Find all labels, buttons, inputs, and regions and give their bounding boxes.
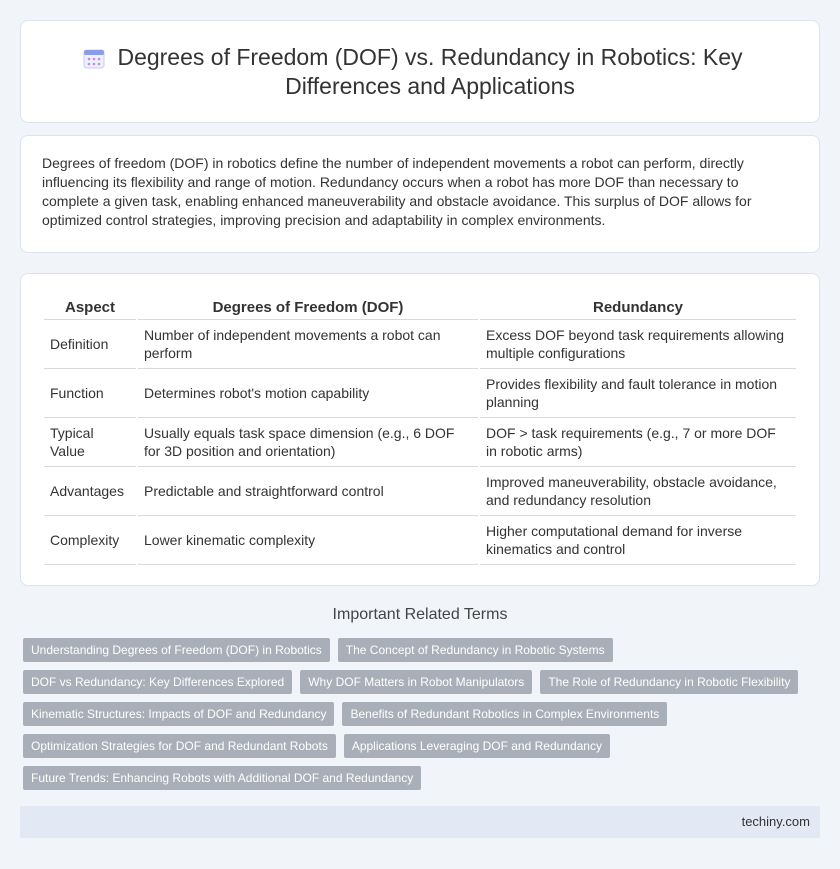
- related-term-tag[interactable]: Understanding Degrees of Freedom (DOF) in Robotics: [23, 638, 330, 662]
- column-header-dof: Degrees of Freedom (DOF): [138, 296, 478, 320]
- related-term-tag[interactable]: The Role of Redundancy in Robotic Flexibility: [540, 670, 798, 694]
- table-cell-dof: Predictable and straightforward control: [138, 467, 478, 516]
- column-header-aspect: Aspect: [44, 296, 136, 320]
- tag-row: [23, 766, 803, 790]
- table-cell-dof: Number of independent movements a robot can perform: [138, 320, 478, 369]
- table-cell-redundancy: DOF > task requirements (e.g., 7 or more DOF in robotic arms): [480, 418, 796, 467]
- table-cell-aspect: Definition: [44, 320, 136, 369]
- table-cell-dof: Lower kinematic complexity: [138, 516, 478, 565]
- table-row: [44, 516, 796, 565]
- table-header-row: [44, 296, 796, 320]
- related-terms-list: [23, 638, 803, 798]
- footer: [20, 806, 820, 838]
- table-row: [44, 467, 796, 516]
- table-cell-aspect: Advantages: [44, 467, 136, 516]
- table-cell-redundancy: Provides flexibility and fault tolerance in motion planning: [480, 369, 796, 418]
- comparison-table-card: [20, 273, 820, 586]
- related-term-tag[interactable]: Optimization Strategies for DOF and Redundant Robots: [23, 734, 336, 758]
- table-cell-redundancy: Higher computational demand for inverse kinematics and control: [480, 516, 796, 565]
- related-terms-heading: Important Related Terms: [332, 606, 508, 623]
- intro-card: [20, 135, 820, 253]
- table-row: [44, 369, 796, 418]
- comparison-table: [42, 296, 798, 565]
- table-cell-redundancy: Improved maneuverability, obstacle avoidance, and redundancy resolution: [480, 467, 796, 516]
- table-cell-dof: Determines robot's motion capability: [138, 369, 478, 418]
- title-card: [20, 20, 820, 123]
- related-term-tag[interactable]: Why DOF Matters in Robot Manipulators: [300, 670, 532, 694]
- related-term-tag[interactable]: Benefits of Redundant Robotics in Complex Environments: [342, 702, 667, 726]
- tag-row: [23, 638, 803, 662]
- tag-row: [23, 702, 803, 726]
- intro-paragraph: Degrees of freedom (DOF) in robotics define the number of independent movements a robot can perform, directly influencing its flexibility and range of motion. Redundancy occurs when a robot has more DOF than necessary to complete a given task, enabling enhanced maneuverability and obstacle avoidance. This surplus of DOF allows for optimized control strategies, improving precision and adaptability in complex environments.: [42, 155, 752, 228]
- table-cell-aspect: Typical Value: [44, 418, 136, 467]
- tag-row: [23, 734, 803, 758]
- table-row: [44, 320, 796, 369]
- related-term-tag[interactable]: DOF vs Redundancy: Key Differences Explored: [23, 670, 292, 694]
- related-term-tag[interactable]: Kinematic Structures: Impacts of DOF and Redundancy: [23, 702, 334, 726]
- related-term-tag[interactable]: The Concept of Redundancy in Robotic Systems: [338, 638, 613, 662]
- table-cell-redundancy: Excess DOF beyond task requirements allowing multiple configurations: [480, 320, 796, 369]
- table-cell-aspect: Complexity: [44, 516, 136, 565]
- related-term-tag[interactable]: Future Trends: Enhancing Robots with Additional DOF and Redundancy: [23, 766, 421, 790]
- related-term-tag[interactable]: Applications Leveraging DOF and Redundancy: [344, 734, 610, 758]
- table-cell-aspect: Function: [44, 369, 136, 418]
- table-row: [44, 418, 796, 467]
- column-header-redundancy: Redundancy: [480, 296, 796, 320]
- table-cell-dof: Usually equals task space dimension (e.g., 6 DOF for 3D position and orientation): [138, 418, 478, 467]
- page-title: Degrees of Freedom (DOF) vs. Redundancy in Robotics: Key Differences and Applications: [117, 44, 743, 99]
- tag-row: [23, 670, 803, 694]
- footer-site-link[interactable]: techiny.com: [741, 814, 810, 829]
